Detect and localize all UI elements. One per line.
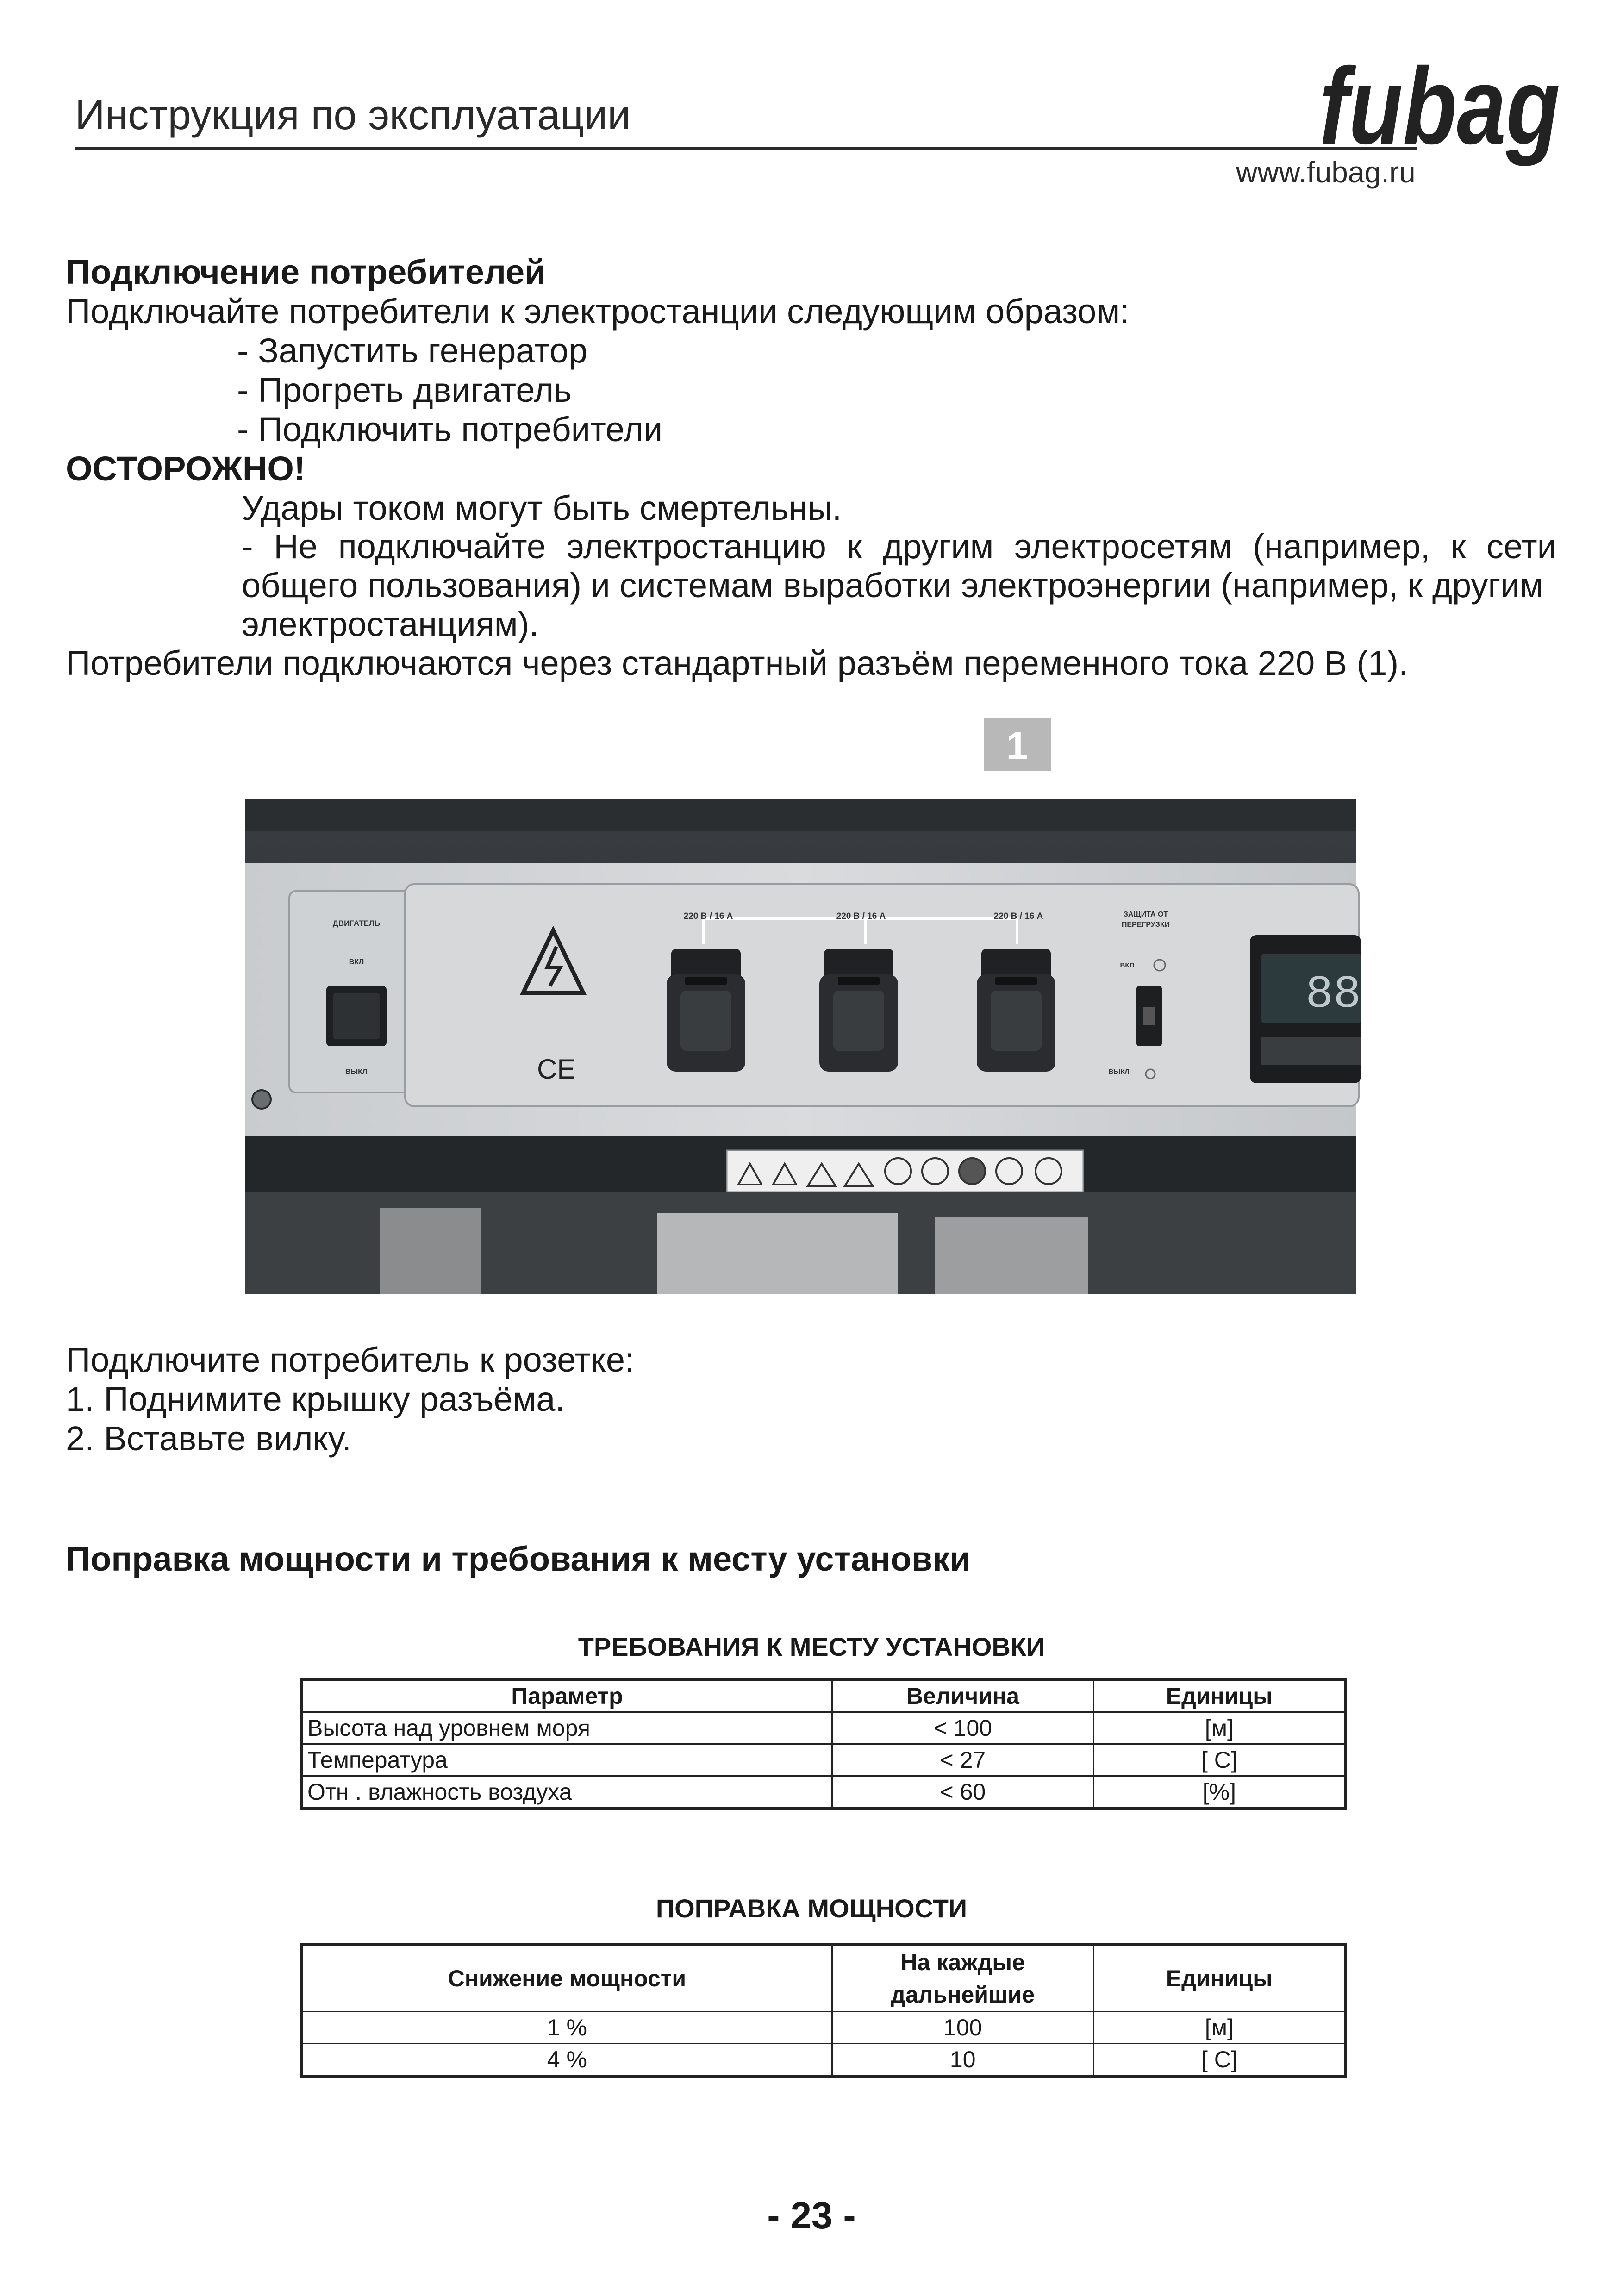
table-row <box>301 1712 1346 1744</box>
header-divider <box>75 147 1417 150</box>
page-number: - 23 - <box>767 2195 856 2237</box>
connect-step: 2. Вставьте вилку. <box>66 1419 351 1458</box>
table-cell: 100 <box>832 2012 1093 2044</box>
step-item: - Подключить потребители <box>237 410 663 449</box>
document-title: Инструкция по эксплуатации <box>75 92 631 138</box>
connect-step: 1. Поднимите крышку разъёма. <box>66 1380 565 1418</box>
table-cell: [%] <box>1093 1776 1346 1809</box>
svg-text:220 В / 16 А: 220 В / 16 А <box>993 911 1043 921</box>
brand-logo-text: fubag <box>1319 45 1560 167</box>
outlet-note: Потребители подключаются через стандартный разъём переменного тока 220 В (1). <box>66 644 1408 682</box>
derating-table <box>300 1943 1347 2078</box>
column-header: Единицы <box>1093 1679 1346 1712</box>
svg-text:ВКЛ: ВКЛ <box>1120 961 1134 969</box>
svg-text:220 В / 16 А: 220 В / 16 А <box>836 911 886 921</box>
on-label: ВКЛ <box>349 958 364 966</box>
table-cell: < 27 <box>832 1744 1094 1776</box>
warning-line: общего пользования) и системам выработки электроэнергии (например, к другим <box>242 566 1543 605</box>
svg-text:ВЫКЛ: ВЫКЛ <box>1108 1068 1130 1076</box>
svg-text:220 В / 16 А: 220 В / 16 А <box>683 911 733 921</box>
fubag-logo <box>1315 44 1565 167</box>
column-header: На каждые дальнейшие <box>832 1945 1093 2012</box>
table-cell: 1 % <box>301 2012 832 2044</box>
table-cell: [м] <box>1093 2012 1346 2044</box>
overload-label: ПЕРЕГРУЗКИ <box>1121 921 1170 929</box>
column-header: Параметр <box>301 1679 832 1712</box>
overload-label: ЗАЩИТА ОТ <box>1123 911 1168 918</box>
column-header: Величина <box>832 1679 1094 1712</box>
table-cell: < 100 <box>832 1712 1094 1744</box>
section-heading-derating: Поправка мощности и требования к месту установки <box>66 1540 971 1578</box>
table-row <box>301 1744 1346 1776</box>
table-cell: [м] <box>1093 1712 1346 1744</box>
table-cell: 10 <box>832 2044 1093 2077</box>
table-title-requirements: ТРЕБОВАНИЯ К МЕСТУ УСТАНОВКИ <box>578 1632 1045 1661</box>
warning-text: Удары током могут быть смертельны. <box>242 489 842 527</box>
warning-line: электростанциям). <box>242 605 539 643</box>
table-row <box>301 2012 1346 2044</box>
requirements-table <box>300 1678 1347 1810</box>
table-cell: Отн . влажность воздуха <box>301 1776 832 1809</box>
step-item: - Прогреть двигатель <box>237 371 572 409</box>
intro-paragraph: Подключайте потребители к электростанции следующим образом: <box>66 292 1130 331</box>
section-heading-consumers: Подключение потребителей <box>66 253 546 291</box>
warning-line: - Не подключайте электростанцию к другим электросетям (например, к сети <box>242 527 1556 566</box>
table-header-row <box>301 1945 1346 2012</box>
table-cell: [ C] <box>1093 1744 1346 1776</box>
off-label: ВЫКЛ <box>345 1068 368 1076</box>
website-url: www.fubag.ru <box>1236 156 1416 189</box>
warning-title: ОСТОРОЖНО! <box>66 449 306 488</box>
table-row <box>301 2044 1346 2077</box>
table-cell: Высота над уровнем моря <box>301 1712 832 1744</box>
table-cell: < 60 <box>832 1776 1094 1809</box>
table-cell: [ C] <box>1093 2044 1346 2077</box>
generator-panel-photo <box>241 718 1361 1294</box>
column-header: Снижение мощности <box>301 1945 832 2012</box>
step-item: - Запустить генератор <box>237 331 588 370</box>
ce-mark: CE <box>537 1054 576 1085</box>
table-cell: Температура <box>301 1744 832 1776</box>
callout-number: 1 <box>1006 724 1028 767</box>
table-title-derating: ПОПРАВКА МОЩНОСТИ <box>655 1894 968 1923</box>
connect-intro: Подключите потребитель к розетке: <box>66 1341 635 1379</box>
column-header: Единицы <box>1093 1945 1346 2012</box>
table-row <box>301 1776 1346 1809</box>
meter-reading: 88 <box>1305 969 1361 1021</box>
engine-label: ДВИГАТЕЛЬ <box>332 919 381 928</box>
table-header-row <box>301 1679 1346 1712</box>
table-cell: 4 % <box>301 2044 832 2077</box>
